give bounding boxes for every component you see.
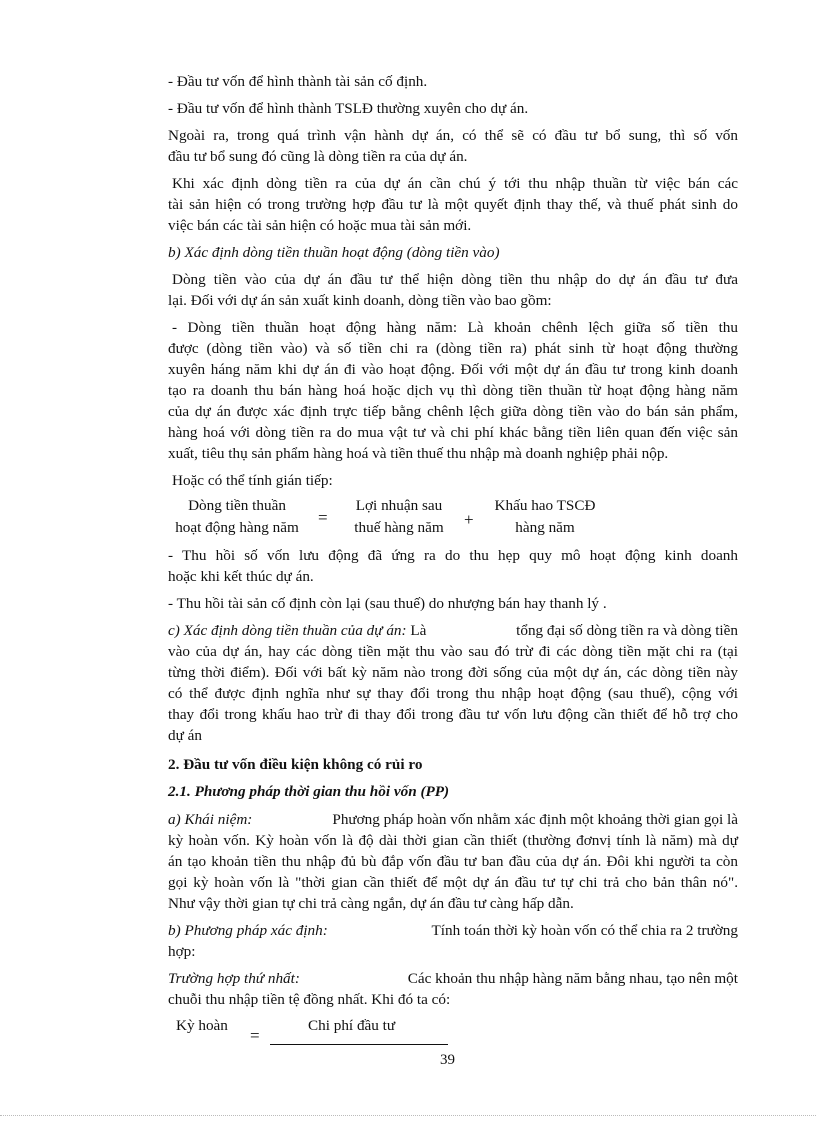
paragraph-line: lại. Đối với dự án sản xuất kinh doanh, dòng tiền vào bao gồm: <box>168 292 552 309</box>
paragraph-line: vào của dự án, hay các dòng tiền mặt thu vào sau đó trừ đi các dòng tiền mặt chi ra (tại <box>168 643 738 660</box>
section-c-line <box>168 621 738 641</box>
formula2-lhs: Kỳ hoàn <box>176 1017 228 1034</box>
paragraph-line: Dòng tiền vào của dự án đầu tư thể hiện dòng tiền thu nhập do dự án đầu tư đưa <box>172 271 738 288</box>
paragraph-line: của dự án được xác định trực tiếp bằng chênh lệch giữa dòng tiền vào do bán sản phẩm, <box>168 403 738 420</box>
case1-label: Trường hợp thứ nhất: <box>168 970 300 987</box>
section-b-label: b) Phương pháp xác định: <box>168 922 328 939</box>
paragraph-line: hợp: <box>168 943 196 960</box>
paragraph-line: từng thời điểm). Đối với bất kỳ năm nào trong đời sống của một dự án, các dòng tiền này <box>168 664 738 681</box>
formula2-equals: = <box>250 1026 260 1045</box>
paragraph-line: hàng hoá với dòng tiền ra do mua vật tư và chi phí khác bằng tiền liên quan đến việc sản <box>168 424 738 441</box>
formula2-numerator: Chi phí đầu tư <box>308 1017 396 1034</box>
section-a-text: Phương pháp hoàn vốn nhằm xác định một khoảng thời gian gọi là <box>332 811 738 828</box>
paragraph-line: dự án <box>168 727 202 744</box>
formula1-rhs <box>482 495 608 539</box>
section-c-title: c) Xác định dòng tiền thuần của dự án: <box>168 622 407 639</box>
paragraph-line: Như vậy thời gian tự chi trả càng ngắn, dự án đầu tư càng hấp dẫn. <box>168 895 574 912</box>
section-heading-2: 2. Đầu tư vốn điều kiện không có rủi ro <box>168 756 423 773</box>
paragraph-line: tài sản hiện có trong trường hợp đầu tư là một quyết định thay thế, và thuế phát sinh do <box>168 196 738 213</box>
formula1-lhs <box>162 495 312 539</box>
bullet-fixed-assets: - Đầu tư vốn để hình thành tài sản cố định. <box>168 73 428 90</box>
formula1-lhs-top: Dòng tiền thuần <box>188 497 286 514</box>
section-b-text: Tính toán thời kỳ hoàn vốn có thể chia ra 2 trường <box>431 922 738 939</box>
case1-text: Các khoản thu nhập hàng năm bằng nhau, tạo nên một <box>407 970 738 987</box>
paragraph-line: tạo ra doanh thu bán hàng hoá hoặc dịch vụ thì dòng tiền thuần từ hoạt động hàng năm <box>168 382 738 399</box>
section-a-label: a) Khái niệm: <box>168 811 253 828</box>
formula1-rhs-top: Khấu hao TSCĐ <box>494 497 596 514</box>
formula1-mid-bottom: thuế hàng năm <box>354 519 444 536</box>
paragraph-line: - Dòng tiền thuần hoạt động hàng năm: Là khoản chênh lệch giữa số tiền thu <box>172 319 738 336</box>
paragraph-line: thay đổi trong khấu hao trừ đi thay đổi trong đầu tư vốn lưu động cần thiết để hỗ trợ cho <box>168 706 738 723</box>
paragraph-line: xuất, tiêu thụ sản phẩm hàng hoá và tiền thuế thu nhập mà doanh nghiệp phải nộp. <box>168 445 669 462</box>
section-c-label <box>168 621 426 641</box>
paragraph-line: Hoặc có thể tính gián tiếp: <box>172 472 333 489</box>
paragraph-line: hoặc khi kết thúc dự án. <box>168 568 314 585</box>
paragraph-line: việc bán các tài sản hiện có hoặc mua tài sản mới. <box>168 217 472 234</box>
bullet-working-capital: - Đầu tư vốn để hình thành TSLĐ thường xuyên cho dự án. <box>168 100 529 117</box>
formula1-lhs-bottom: hoạt động hàng năm <box>175 519 299 536</box>
section-b-line <box>168 921 738 941</box>
formula1-mid <box>340 495 458 539</box>
formula1-equals: = <box>318 508 328 527</box>
paragraph-line: - Thu hồi số vốn lưu động đã ứng ra do thu hẹp quy mô hoạt động kinh doanh <box>168 547 738 564</box>
paragraph-line: được (dòng tiền vào) và số tiền chi ra (dòng tiền ra) phát sinh từ hoạt động thường <box>168 340 738 357</box>
section-c-tail: Là <box>406 622 427 639</box>
formula1-mid-top: Lợi nhuận sau <box>355 497 443 514</box>
section-a-line <box>168 810 738 830</box>
paragraph-line: kỳ hoàn vốn. Kỳ hoàn vốn là độ dài thời gian cần thiết (thường đơnvị tính là năm) mà dự <box>168 832 738 849</box>
paragraph-line: Khi xác định dòng tiền ra của dự án cần chú ý tới thu nhập thuần từ việc bán các <box>172 175 738 192</box>
formula2-fraction-bar <box>270 1044 448 1045</box>
section-heading-b: b) Xác định dòng tiền thuần hoạt động (dòng tiền vào) <box>168 244 500 261</box>
page-number: 39 <box>440 1052 455 1068</box>
section-heading-2-1: 2.1. Phương pháp thời gian thu hồi vốn (PP) <box>168 783 450 800</box>
paragraph-line: gọi kỳ hoàn vốn là "thời gian cần thiết để một dự án đầu tư tự chi trả cho bản thân nó". <box>168 874 738 891</box>
paragraph-line: có thể được định nghĩa như sự thay đổi trong thu nhập hoạt động (sau thuế), cộng với <box>168 685 738 702</box>
paragraph-line: - Thu hồi tài sản cố định còn lại (sau thuế) do nhượng bán hay thanh lý . <box>168 595 607 612</box>
page-bottom-border <box>0 1115 816 1116</box>
case1-line <box>168 969 738 989</box>
paragraph-line: Ngoài ra, trong quá trình vận hành dự án, có thể sẽ có đầu tư bổ sung, thì số vốn <box>168 127 738 144</box>
formula1-plus: + <box>464 510 474 529</box>
paragraph-line: đầu tư bổ sung đó cũng là dòng tiền ra của dự án. <box>168 148 468 165</box>
paragraph-line: án tạo khoản tiền thu nhập đủ bù đắp vốn đầu tư ban đầu của dự án. Đôi khi người ta còn <box>168 853 738 870</box>
paragraph-line: xuyên háng năm khi dự án đi vào hoạt động. Đối với một dự án đầu tư trong kinh doanh <box>168 361 738 378</box>
paragraph-line: chuỗi thu nhập tiền tệ đồng nhất. Khi đó ta có: <box>168 991 451 1008</box>
section-c-text: tổng đại số dòng tiền ra và dòng tiền <box>516 622 738 639</box>
formula1-rhs-bottom: hàng năm <box>515 519 575 536</box>
